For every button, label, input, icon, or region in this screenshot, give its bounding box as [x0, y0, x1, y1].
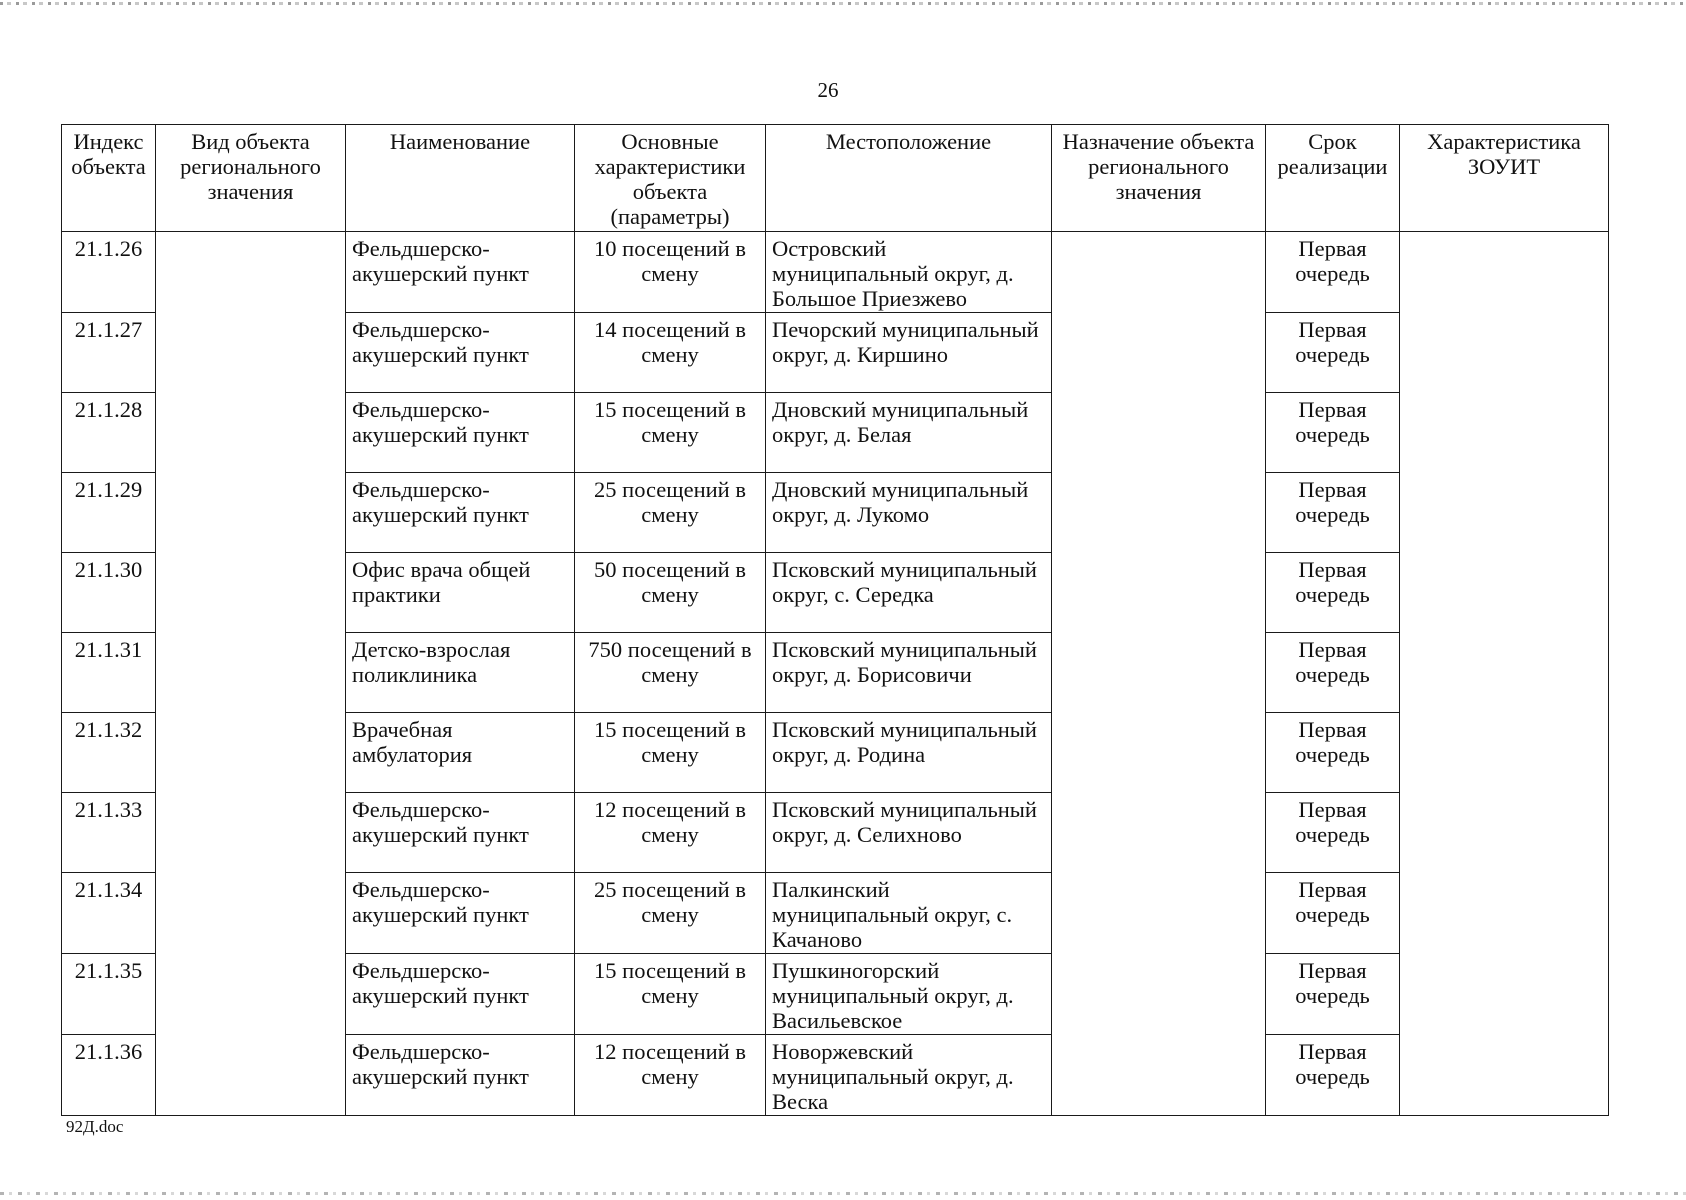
cell-term: Первая очередь — [1266, 232, 1400, 313]
page-number: 26 — [817, 78, 839, 102]
cell-index: 21.1.33 — [62, 793, 156, 873]
cell-name: Детско-взрослая поликлиника — [346, 633, 575, 713]
cell-params: 25 посещений в смену — [575, 473, 766, 553]
cell-index: 21.1.31 — [62, 633, 156, 713]
cell-index: 21.1.29 — [62, 473, 156, 553]
cell-name: Офис врача общей практики — [346, 553, 575, 633]
cell-term: Первая очередь — [1266, 873, 1400, 954]
cell-index: 21.1.32 — [62, 713, 156, 793]
cell-name: Фельдшерско-акушерский пункт — [346, 873, 575, 954]
cell-name: Фельдшерско-акушерский пункт — [346, 473, 575, 553]
cell-index: 21.1.34 — [62, 873, 156, 954]
footer-document-name: 92Д.doc — [66, 1117, 124, 1136]
header-index: Индекс объекта — [62, 125, 156, 232]
cell-location: Псковский муниципальный округ, д. Селихново — [766, 793, 1052, 873]
cell-params: 15 посещений в смену — [575, 713, 766, 793]
cell-location: Палкинский муниципальный округ, с. Качаново — [766, 873, 1052, 954]
cell-params: 750 посещений в смену — [575, 633, 766, 713]
cell-location: Островский муниципальный округ, д. Большое Приезжево — [766, 232, 1052, 313]
cell-params: 15 посещений в смену — [575, 954, 766, 1035]
cell-params: 10 посещений в смену — [575, 232, 766, 313]
cell-name: Фельдшерско-акушерский пункт — [346, 313, 575, 393]
regional-objects-table — [61, 124, 1609, 1116]
cell-term: Первая очередь — [1266, 633, 1400, 713]
cell-term: Первая очередь — [1266, 793, 1400, 873]
cell-index: 21.1.36 — [62, 1035, 156, 1116]
cell-index: 21.1.26 — [62, 232, 156, 313]
cell-term: Первая очередь — [1266, 1035, 1400, 1116]
cell-location: Псковский муниципальный округ, д. Родина — [766, 713, 1052, 793]
header-location: Местоположение — [766, 125, 1052, 232]
cell-location: Новоржевский муниципальный округ, д. Веска — [766, 1035, 1052, 1116]
cell-term: Первая очередь — [1266, 393, 1400, 473]
cell-location: Дновский муниципальный округ, д. Белая — [766, 393, 1052, 473]
cell-term: Первая очередь — [1266, 473, 1400, 553]
cell-location: Дновский муниципальный округ, д. Лукомо — [766, 473, 1052, 553]
cell-params: 25 посещений в смену — [575, 873, 766, 954]
header-name: Наименование — [346, 125, 575, 232]
cell-name: Фельдшерско-акушерский пункт — [346, 954, 575, 1035]
cell-term: Первая очередь — [1266, 553, 1400, 633]
header-term: Срок реализации — [1266, 125, 1400, 232]
cell-location: Пушкиногорский муниципальный округ, д. Васильевское — [766, 954, 1052, 1035]
cell-name: Фельдшерско-акушерский пункт — [346, 1035, 575, 1116]
header-zouit: Характеристика ЗОУИТ — [1400, 125, 1609, 232]
cell-index: 21.1.30 — [62, 553, 156, 633]
cell-params: 15 посещений в смену — [575, 393, 766, 473]
cell-params: 14 посещений в смену — [575, 313, 766, 393]
cell-purpose-merged — [1052, 232, 1266, 1116]
header-params: Основные характеристики объекта (параметры) — [575, 125, 766, 232]
cell-term: Первая очередь — [1266, 713, 1400, 793]
cell-name: Фельдшерско-акушерский пункт — [346, 393, 575, 473]
cell-params: 12 посещений в смену — [575, 793, 766, 873]
cell-location: Печорский муниципальный округ, д. Киршино — [766, 313, 1052, 393]
table-header-row — [62, 125, 1609, 232]
cell-index: 21.1.28 — [62, 393, 156, 473]
cell-params: 50 посещений в смену — [575, 553, 766, 633]
header-purpose: Назначение объекта регионального значения — [1052, 125, 1266, 232]
cell-index: 21.1.27 — [62, 313, 156, 393]
cell-index: 21.1.35 — [62, 954, 156, 1035]
cell-location: Псковский муниципальный округ, д. Борисовичи — [766, 633, 1052, 713]
cell-name: Врачебная амбулатория — [346, 713, 575, 793]
cell-name: Фельдшерско-акушерский пункт — [346, 232, 575, 313]
cell-object-type-merged — [156, 232, 346, 1116]
cell-term: Первая очередь — [1266, 313, 1400, 393]
cell-location: Псковский муниципальный округ, с. Середка — [766, 553, 1052, 633]
cell-name: Фельдшерско-акушерский пункт — [346, 793, 575, 873]
cell-params: 12 посещений в смену — [575, 1035, 766, 1116]
scan-edge-bottom — [0, 1192, 1686, 1195]
cell-zouit-merged — [1400, 232, 1609, 1116]
table-row — [62, 232, 1609, 313]
scan-edge-top — [0, 2, 1686, 5]
cell-term: Первая очередь — [1266, 954, 1400, 1035]
header-object-type: Вид объекта регионального значения — [156, 125, 346, 232]
